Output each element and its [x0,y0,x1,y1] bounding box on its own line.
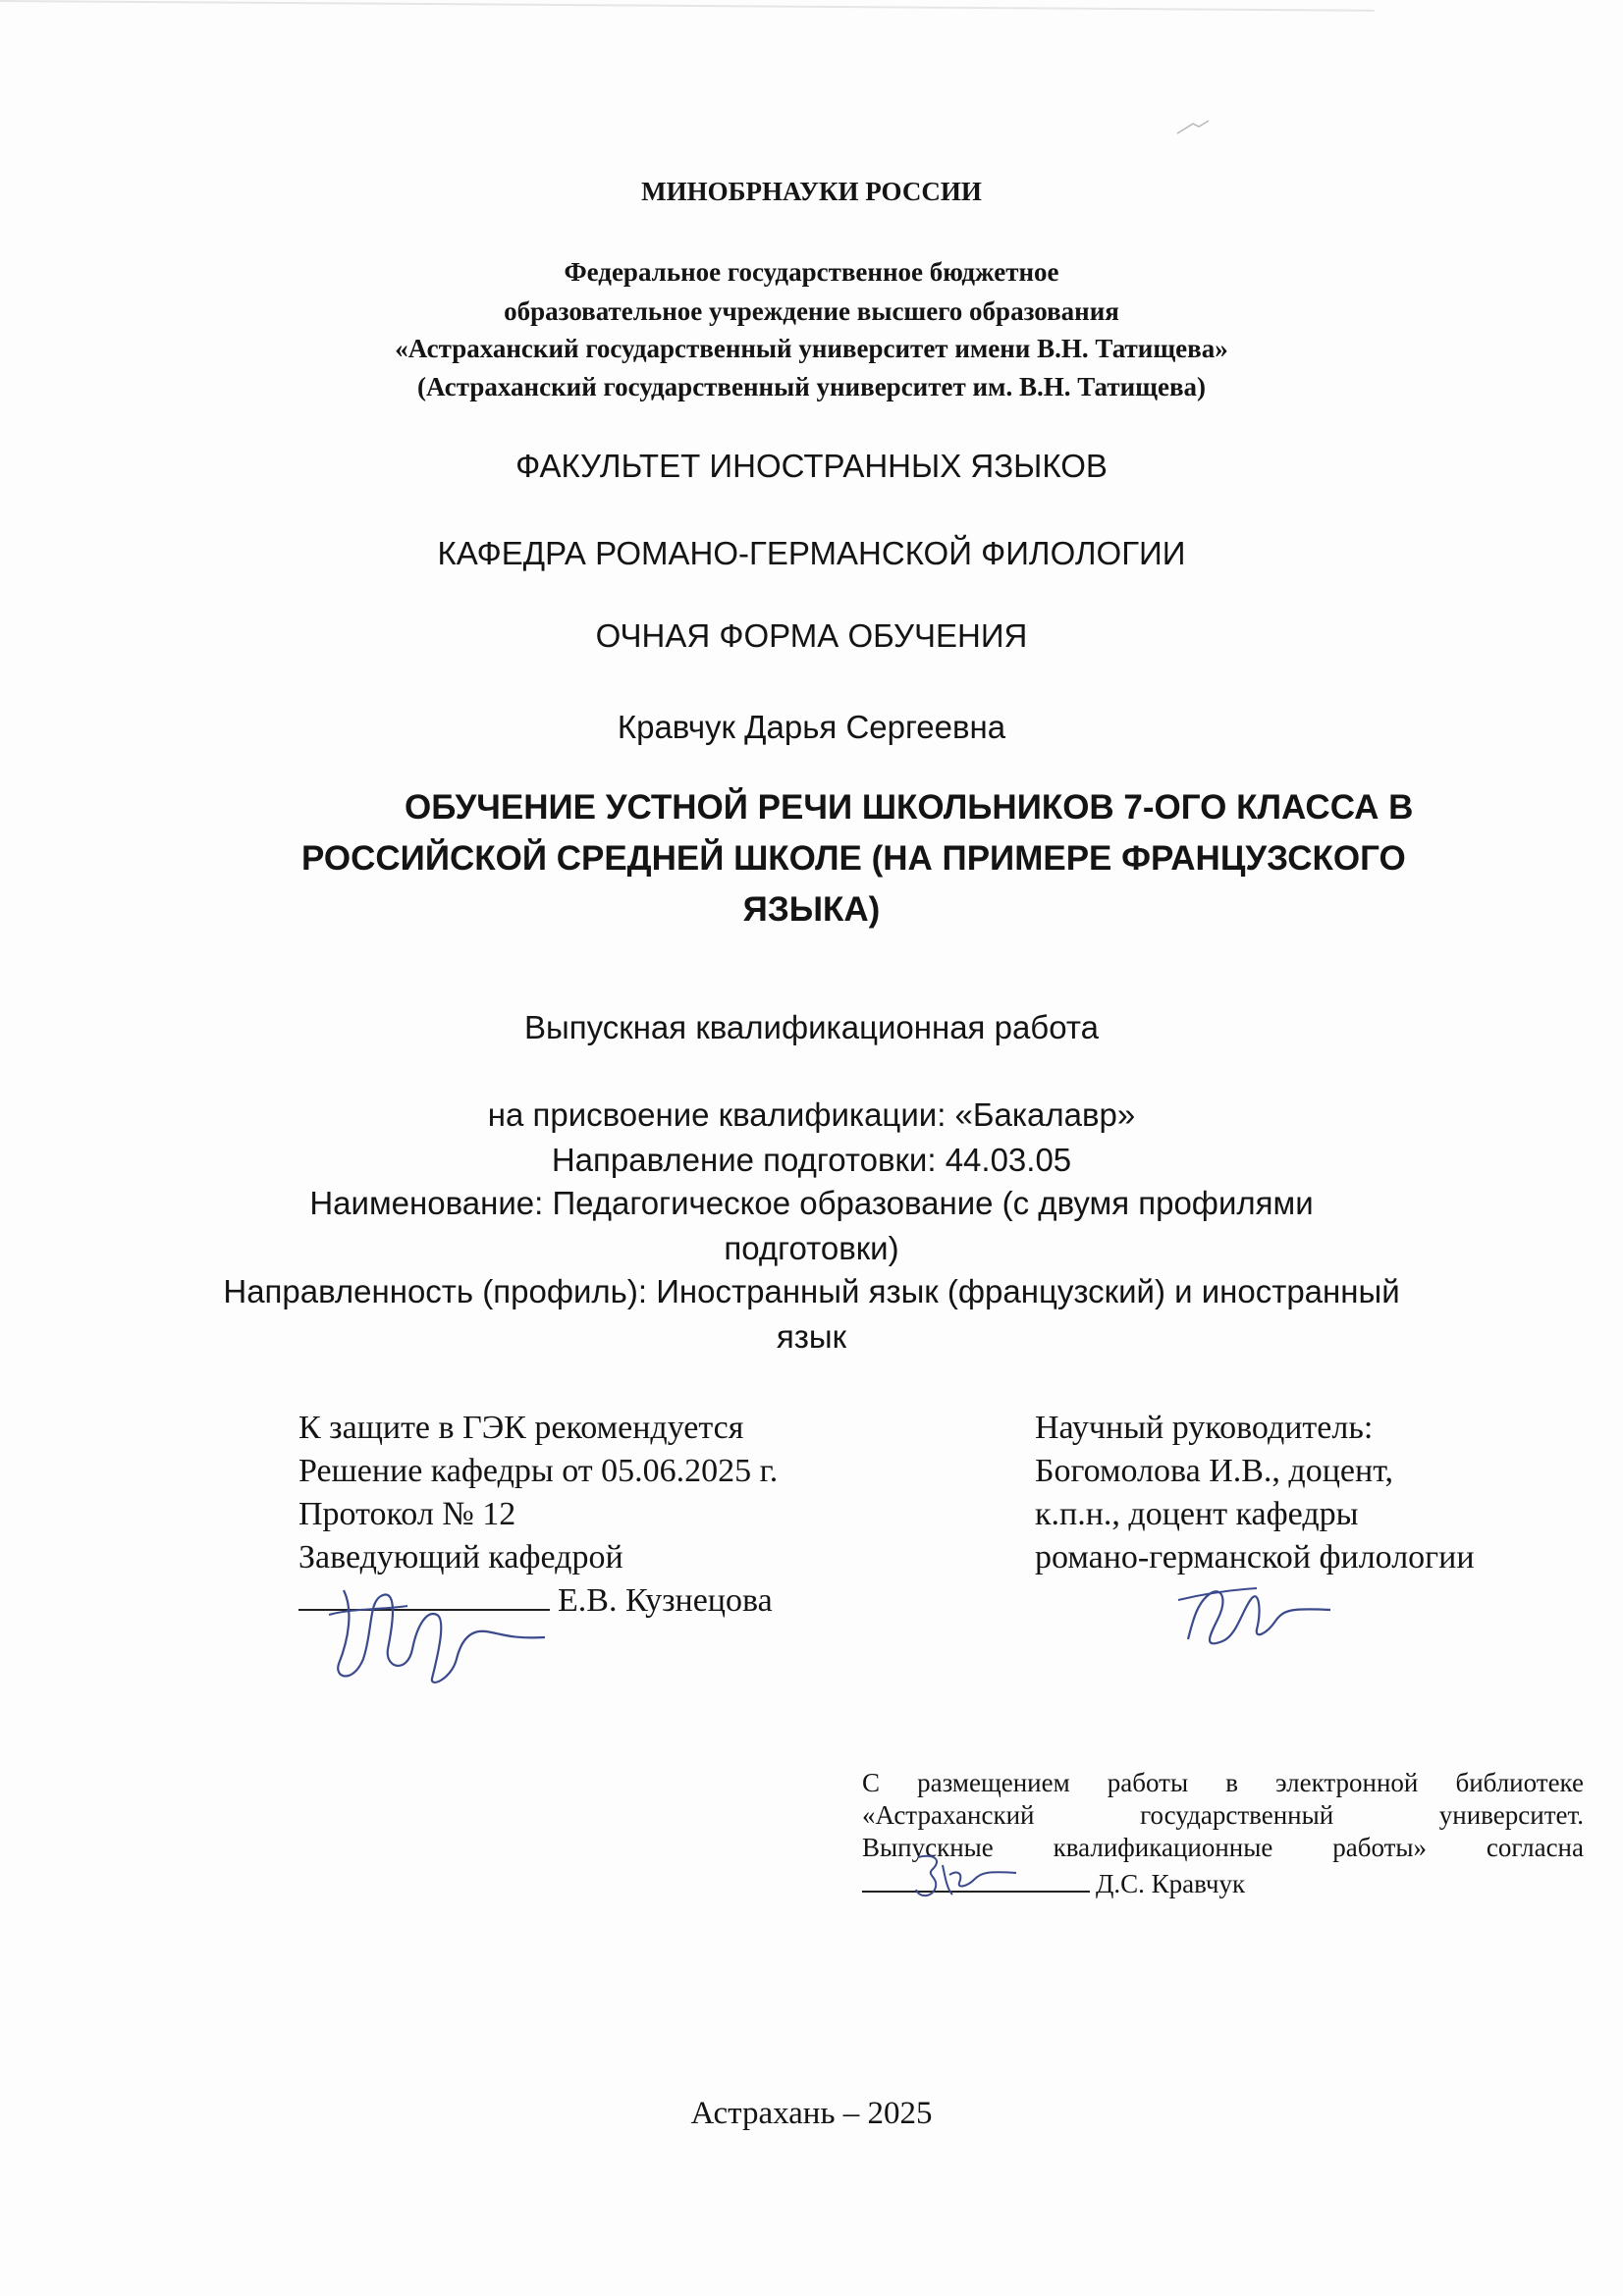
department-name: КАФЕДРА РОМАНО-ГЕРМАНСКОЙ ФИЛОЛОГИИ [437,535,1186,571]
supervisor-name: Богомолова И.В., доцент, [1035,1453,1394,1489]
decision-line: Решение кафедры от 05.06.2025 г. [298,1453,779,1489]
protocol-line: Протокол № 12 [298,1496,516,1532]
work-type: Выпускная квалификационная работа [524,1009,1099,1045]
supervisor-label: Научный руководитель: [1035,1410,1374,1446]
consent-signer: Д.С. Кравчук [1096,1869,1246,1898]
supervisor-handwritten-signature [1168,1571,1335,1659]
supervisor-department: романо-германской филологии [1035,1539,1475,1575]
head-handwritten-signature [314,1571,550,1688]
scan-edge [0,0,1375,12]
program-profile-line: Направленность (профиль): Иностранный язык (французский) и иностранный [223,1273,1400,1309]
supervisor-block [1035,1407,1475,1579]
program-naming-line: Наименование: Педагогическое образование (с двумя профилями [309,1185,1314,1221]
institution-line: Федеральное государственное бюджетное [564,257,1059,287]
study-form: ОЧНАЯ ФОРМА ОБУЧЕНИЯ [595,617,1028,654]
program-profile-line: язык [776,1318,847,1355]
qualification: на присвоение квалификации: «Бакалавр» [487,1096,1136,1133]
student-name: Кравчук Дарья Сергеевна [617,709,1006,745]
scan-mark [1173,118,1213,137]
consent-line: Выпускные квалификационные работы» согласна [862,1833,1584,1862]
institution-line: (Астраханский государственный университет им. В.Н. Татищева) [416,372,1207,401]
head-name: Е.В. Кузнецова [558,1582,773,1619]
thesis-title-line: РОССИЙСКОЙ СРЕДНЕЙ ШКОЛЕ (НА ПРИМЕРЕ ФРАНЦУЗСКОГО [301,839,1406,878]
defense-line: К защите в ГЭК рекомендуется [298,1410,744,1446]
head-title-line: Заведующий кафедрой [298,1539,623,1575]
faculty-name: ФАКУЛЬТЕТ ИНОСТРАННЫХ ЯЗЫКОВ [515,448,1108,484]
training-direction: Направление подготовки: 44.03.05 [551,1142,1072,1178]
institution-line: образовательное учреждение высшего образования [504,296,1119,326]
program-naming-line: подготовки) [724,1230,899,1266]
city-year: Астрахань – 2025 [690,2096,933,2131]
supervisor-degree: к.п.н., доцент кафедры [1035,1496,1359,1532]
thesis-title-line: ЯЗЫКА) [742,890,881,929]
consent-line: «Астраханский государственный университет. [862,1800,1584,1830]
ministry-heading: МИНОБРНАУКИ РОССИИ [641,177,982,206]
student-handwritten-signature [898,1845,1026,1904]
institution-line: «Астраханский государственный университет имени В.Н. Татищева» [395,334,1228,363]
thesis-title-line: ОБУЧЕНИЕ УСТНОЙ РЕЧИ ШКОЛЬНИКОВ 7-ОГО КЛАССА В [405,788,1414,827]
consent-line: С размещением работы в электронной библиотеке [862,1768,1584,1797]
